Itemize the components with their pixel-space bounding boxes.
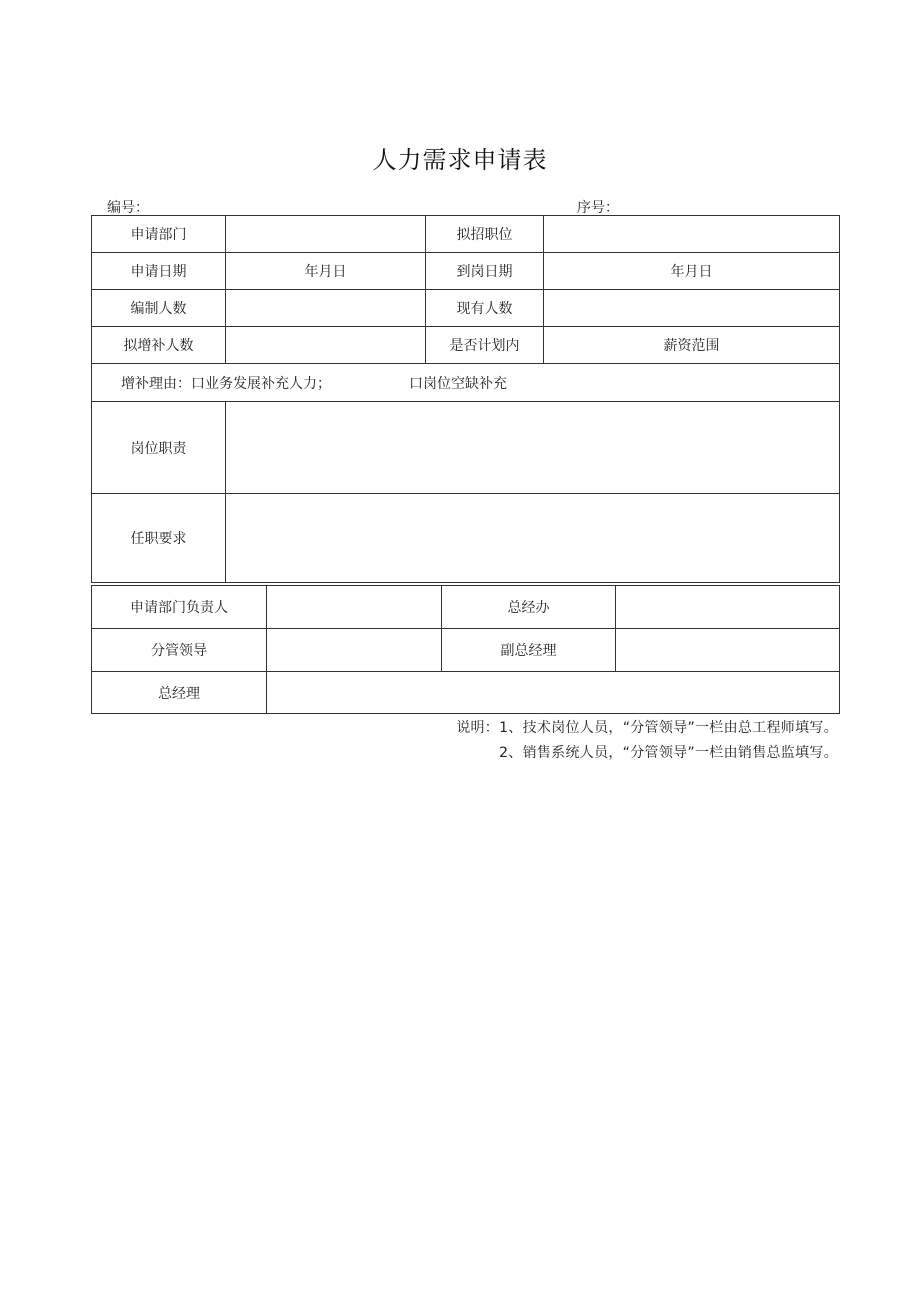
position-field[interactable] xyxy=(544,216,840,253)
requirement-label: 任职要求 xyxy=(92,494,226,583)
duty-label: 岗位职责 xyxy=(92,402,226,494)
staffing-field[interactable] xyxy=(226,290,426,327)
deputy-gm-sign-field[interactable] xyxy=(616,629,840,672)
form-title: 人力需求申请表 xyxy=(372,146,548,174)
staffing-label: 编制人数 xyxy=(92,290,226,327)
note-line-1: 说明：1、技术岗位人员，“分管领导”一栏由总工程师填写。 xyxy=(456,720,838,736)
in-plan-label: 是否计划内 xyxy=(426,327,544,364)
table-row xyxy=(92,586,840,629)
current-count-label: 现有人数 xyxy=(426,290,544,327)
table-row xyxy=(92,629,840,672)
requirement-field[interactable] xyxy=(226,494,840,583)
table-row xyxy=(92,290,840,327)
sequence-label: 序号： xyxy=(577,200,619,216)
deputy-gm-label: 副总经理 xyxy=(442,629,616,672)
dept-head-label: 申请部门负责人 xyxy=(92,586,267,629)
add-count-field[interactable] xyxy=(226,327,426,364)
duty-field[interactable] xyxy=(226,402,840,494)
gm-office-label: 总经办 xyxy=(442,586,616,629)
department-field[interactable] xyxy=(226,216,426,253)
add-count-label: 拟增补人数 xyxy=(92,327,226,364)
arrival-date-field[interactable]: 年月日 xyxy=(544,253,840,290)
reason-option-business[interactable]: 口业务发展补充人力； xyxy=(191,375,331,392)
table-row xyxy=(92,216,840,253)
gm-sign-field[interactable] xyxy=(267,672,840,714)
department-label: 申请部门 xyxy=(92,216,226,253)
apply-date-field[interactable]: 年月日 xyxy=(226,253,426,290)
gm-label: 总经理 xyxy=(92,672,267,714)
table-row xyxy=(92,402,840,494)
number-label: 编号： xyxy=(107,200,149,216)
note-line-2: 2、销售系统人员，“分管领导”一栏由销售总监填写。 xyxy=(499,745,838,761)
table-row xyxy=(92,253,840,290)
salary-range-label: 薪资范围 xyxy=(544,327,840,364)
reason-option-vacancy[interactable]: 口岗位空缺补充 xyxy=(409,375,507,392)
reason-cell xyxy=(92,364,840,402)
request-table xyxy=(91,215,840,583)
current-count-field[interactable] xyxy=(544,290,840,327)
table-row xyxy=(92,672,840,714)
reason-label: 增补理由： xyxy=(121,375,191,392)
dept-head-sign-field[interactable] xyxy=(267,586,442,629)
table-row xyxy=(92,494,840,583)
approval-table xyxy=(91,585,840,714)
apply-date-label: 申请日期 xyxy=(92,253,226,290)
table-row xyxy=(92,364,840,402)
position-label: 拟招职位 xyxy=(426,216,544,253)
arrival-date-label: 到岗日期 xyxy=(426,253,544,290)
gm-office-sign-field[interactable] xyxy=(616,586,840,629)
supervisor-sign-field[interactable] xyxy=(267,629,442,672)
table-row xyxy=(92,327,840,364)
supervisor-label: 分管领导 xyxy=(92,629,267,672)
